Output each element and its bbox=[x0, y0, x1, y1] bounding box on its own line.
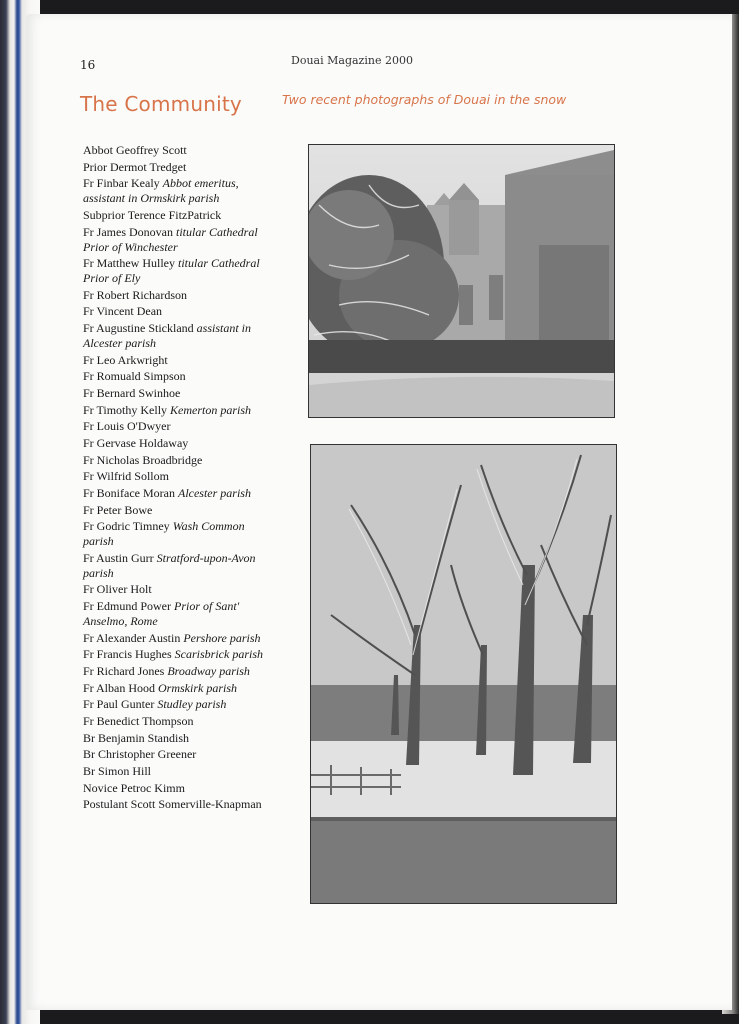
member-name: Fr Richard Jones bbox=[83, 664, 165, 679]
member-name: Fr Gervase Holdaway bbox=[83, 435, 189, 450]
member-role: Ormskirk parish bbox=[158, 680, 238, 695]
member-name: Fr Austin Gurr bbox=[83, 550, 154, 565]
list-item bbox=[83, 176, 273, 206]
member-name: Fr Alban Hood bbox=[83, 680, 155, 695]
member-name: Fr Peter Bowe bbox=[83, 502, 153, 517]
member-name: Fr Edmund Power bbox=[83, 599, 171, 614]
running-head: Douai Magazine 2000 bbox=[291, 54, 413, 67]
member-role: Kemerton parish bbox=[170, 402, 252, 417]
list-item bbox=[83, 321, 273, 351]
list-item bbox=[83, 781, 273, 796]
list-item bbox=[83, 697, 273, 712]
member-name: Fr Matthew Hulley bbox=[83, 256, 175, 271]
member-role: Studley parish bbox=[157, 697, 227, 712]
member-role: Abbot emeritus, assistant in Ormskirk parish bbox=[83, 176, 239, 206]
list-item bbox=[83, 143, 273, 158]
list-item bbox=[83, 647, 273, 662]
list-item bbox=[83, 681, 273, 696]
list-item bbox=[83, 386, 273, 401]
list-item bbox=[83, 369, 273, 384]
page-number: 16 bbox=[80, 58, 96, 72]
member-role: assistant in Alcester parish bbox=[83, 321, 252, 351]
member-name: Prior Dermot Tredget bbox=[83, 159, 187, 174]
member-name: Fr Francis Hughes bbox=[83, 647, 172, 662]
list-item bbox=[83, 631, 273, 646]
list-item bbox=[83, 160, 273, 175]
list-item bbox=[83, 453, 273, 468]
member-role: Scarisbrick parish bbox=[174, 647, 264, 662]
photo-church-in-snow bbox=[308, 144, 615, 418]
member-name: Postulant Scott Somerville-Knapman bbox=[83, 797, 262, 812]
member-name: Fr Louis O'Dwyer bbox=[83, 419, 171, 434]
member-name: Fr Nicholas Broadbridge bbox=[83, 452, 203, 467]
photo-trees-in-snow bbox=[310, 444, 617, 904]
community-list bbox=[83, 143, 273, 814]
section-title: The Community bbox=[80, 92, 242, 116]
list-item bbox=[83, 469, 273, 484]
list-item bbox=[83, 304, 273, 319]
list-item bbox=[83, 582, 273, 597]
member-name: Fr Vincent Dean bbox=[83, 304, 163, 319]
member-name: Fr Benedict Thompson bbox=[83, 713, 194, 728]
member-name: Fr Paul Gunter bbox=[83, 697, 155, 712]
member-name: Fr Wilfrid Sollom bbox=[83, 469, 169, 484]
list-item bbox=[83, 225, 273, 255]
member-role: Alcester parish bbox=[177, 485, 251, 500]
photo-caption: Two recent photographs of Douai in the snow bbox=[282, 92, 567, 107]
list-item bbox=[83, 436, 273, 451]
list-item bbox=[83, 403, 273, 418]
member-role: Broadway parish bbox=[167, 664, 250, 679]
member-role: titular Cathedral Prior of Winchester bbox=[83, 224, 258, 254]
member-name: Fr Bernard Swinhoe bbox=[83, 386, 181, 401]
member-name: Fr Augustine Stickland bbox=[83, 321, 194, 336]
member-name: Subprior Terence FitzPatrick bbox=[83, 207, 222, 222]
member-name: Fr Robert Richardson bbox=[83, 287, 187, 302]
member-name: Br Simon Hill bbox=[83, 763, 152, 778]
member-name: Fr James Donovan bbox=[83, 224, 173, 239]
list-item bbox=[83, 256, 273, 286]
member-name: Abbot Geoffrey Scott bbox=[83, 143, 187, 157]
member-name: Fr Alexander Austin bbox=[83, 630, 181, 645]
list-item bbox=[83, 486, 273, 501]
list-item bbox=[83, 747, 273, 762]
member-name: Br Christopher Greener bbox=[83, 747, 197, 762]
member-name: Novice Petroc Kimm bbox=[83, 780, 185, 795]
list-item bbox=[83, 419, 273, 434]
list-item bbox=[83, 353, 273, 368]
member-name: Fr Godric Timney bbox=[83, 519, 170, 534]
list-item bbox=[83, 731, 273, 746]
list-item bbox=[83, 764, 273, 779]
list-item bbox=[83, 288, 273, 303]
member-name: Br Benjamin Standish bbox=[83, 730, 189, 745]
member-role: Wash Common parish bbox=[83, 519, 245, 549]
member-role: titular Cathedral Prior of Ely bbox=[83, 256, 260, 286]
list-item bbox=[83, 519, 273, 549]
member-role: Stratford-upon-Avon parish bbox=[83, 550, 256, 580]
list-item bbox=[83, 503, 273, 518]
list-item bbox=[83, 664, 273, 679]
member-name: Fr Romuald Simpson bbox=[83, 369, 186, 384]
member-name: Fr Finbar Kealy bbox=[83, 176, 160, 191]
member-name: Fr Oliver Holt bbox=[83, 582, 152, 597]
member-role: Prior of Sant' Anselmo, Rome bbox=[83, 599, 240, 629]
list-item bbox=[83, 599, 273, 629]
list-item bbox=[83, 797, 273, 812]
list-item bbox=[83, 714, 273, 729]
member-role: Pershore parish bbox=[183, 630, 261, 645]
member-name: Fr Leo Arkwright bbox=[83, 352, 168, 367]
list-item bbox=[83, 551, 273, 581]
list-item bbox=[83, 208, 273, 223]
member-name: Fr Timothy Kelly bbox=[83, 402, 168, 417]
member-name: Fr Boniface Moran bbox=[83, 485, 175, 500]
